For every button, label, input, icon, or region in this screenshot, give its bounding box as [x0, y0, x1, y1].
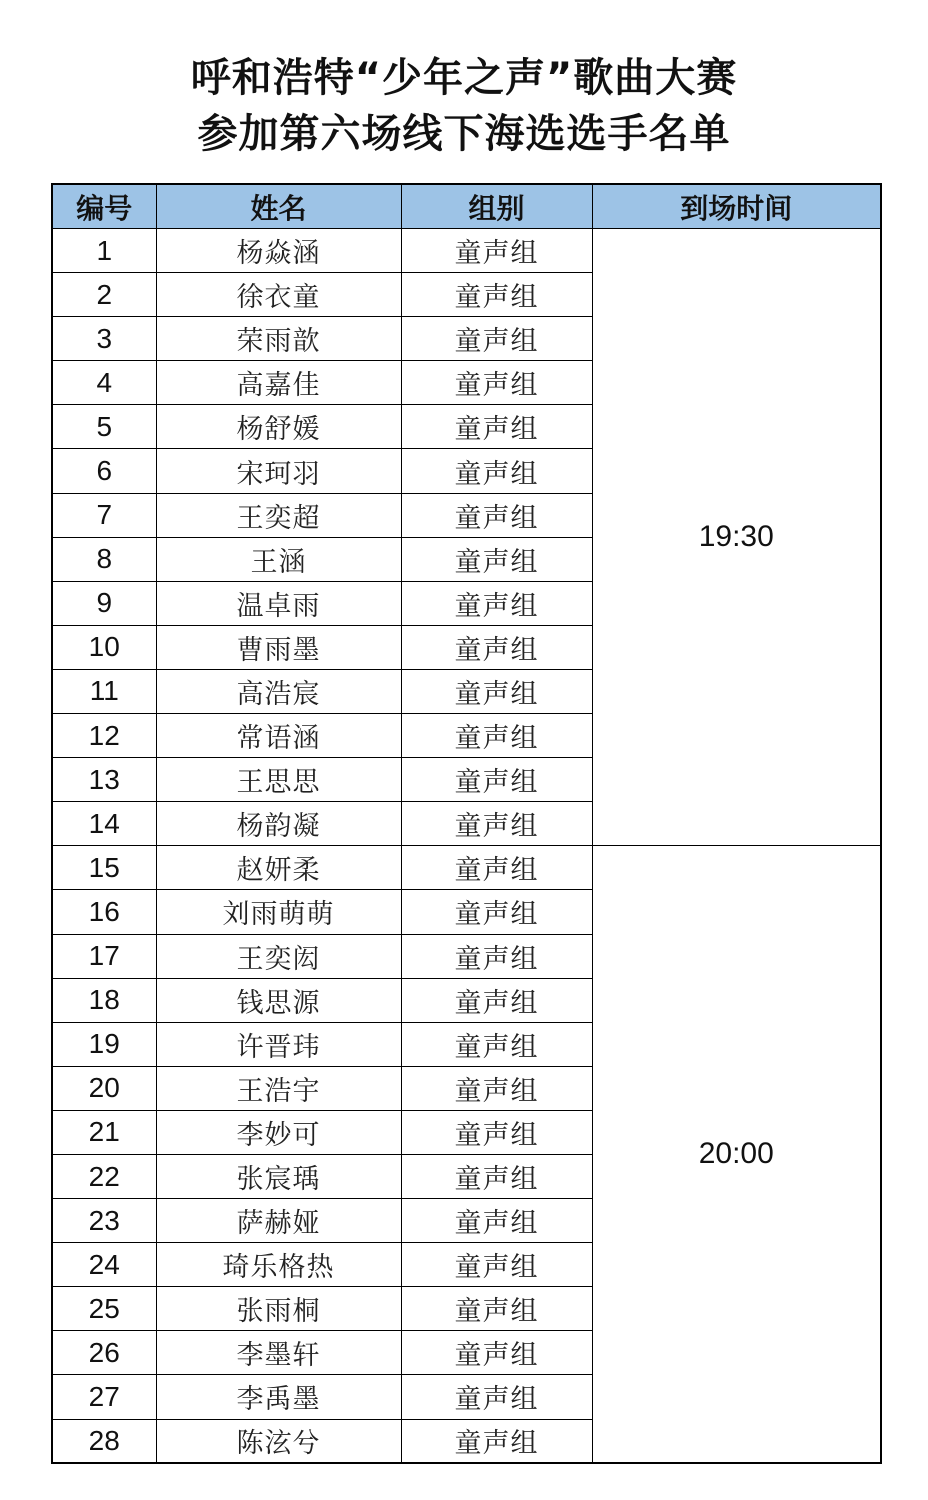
contestant-name: 杨韵凝	[156, 802, 401, 846]
contestant-group: 童声组	[401, 890, 592, 934]
contestant-number: 1	[52, 229, 156, 273]
contestant-number: 27	[52, 1375, 156, 1419]
contestant-group: 童声组	[401, 361, 592, 405]
contestant-name: 杨焱涵	[156, 229, 401, 273]
contestant-group: 童声组	[401, 1022, 592, 1066]
table-row	[52, 229, 881, 273]
contestant-group: 童声组	[401, 669, 592, 713]
contestant-name: 宋珂羽	[156, 449, 401, 493]
contestant-group: 童声组	[401, 625, 592, 669]
contestant-number: 22	[52, 1154, 156, 1198]
contestant-number: 10	[52, 625, 156, 669]
contestant-group: 童声组	[401, 449, 592, 493]
contestant-number: 15	[52, 846, 156, 890]
arrival-time-cell: 20:00	[592, 846, 881, 1463]
contestant-name: 王浩宇	[156, 1066, 401, 1110]
contestant-group: 童声组	[401, 1331, 592, 1375]
contestant-number: 13	[52, 758, 156, 802]
contestant-number: 21	[52, 1110, 156, 1154]
contestant-table	[51, 183, 882, 1464]
contestant-name: 常语涵	[156, 714, 401, 758]
header-arrival-time: 到场时间	[592, 184, 881, 229]
contestant-group: 童声组	[401, 846, 592, 890]
contestant-name: 荣雨歆	[156, 317, 401, 361]
contestant-number: 16	[52, 890, 156, 934]
contestant-number: 14	[52, 802, 156, 846]
contestant-group: 童声组	[401, 1110, 592, 1154]
contestant-number: 20	[52, 1066, 156, 1110]
title-line-1: 呼和浩特“少年之声”歌曲大赛	[190, 55, 738, 101]
contestant-group: 童声组	[401, 273, 592, 317]
table-body	[52, 229, 881, 1464]
contestant-number: 6	[52, 449, 156, 493]
contestant-name: 张宸瑀	[156, 1154, 401, 1198]
contestant-number: 28	[52, 1419, 156, 1463]
title-line-2: 参加第六场线下海选选手名单	[197, 111, 731, 157]
contestant-group: 童声组	[401, 758, 592, 802]
contestant-number: 12	[52, 714, 156, 758]
contestant-number: 26	[52, 1331, 156, 1375]
contestant-name: 李墨轩	[156, 1331, 401, 1375]
contestant-name: 李禹墨	[156, 1375, 401, 1419]
contestant-group: 童声组	[401, 1154, 592, 1198]
contestant-number: 25	[52, 1287, 156, 1331]
header-group: 组别	[401, 184, 592, 229]
contestant-group: 童声组	[401, 1287, 592, 1331]
contestant-number: 2	[52, 273, 156, 317]
contestant-group: 童声组	[401, 537, 592, 581]
contestant-name: 高浩宸	[156, 669, 401, 713]
contestant-name: 高嘉佳	[156, 361, 401, 405]
table-row	[52, 846, 881, 890]
contestant-number: 23	[52, 1199, 156, 1243]
contestant-group: 童声组	[401, 493, 592, 537]
contestant-group: 童声组	[401, 1199, 592, 1243]
contestant-group: 童声组	[401, 1066, 592, 1110]
page-title	[0, 50, 928, 162]
contestant-number: 3	[52, 317, 156, 361]
contestant-name: 徐衣童	[156, 273, 401, 317]
table-header-row	[52, 184, 881, 229]
contestant-group: 童声组	[401, 934, 592, 978]
header-number: 编号	[52, 184, 156, 229]
contestant-number: 9	[52, 581, 156, 625]
contestant-name: 刘雨萌萌	[156, 890, 401, 934]
contestant-number: 11	[52, 669, 156, 713]
contestant-name: 张雨桐	[156, 1287, 401, 1331]
contestant-name: 萨赫娅	[156, 1199, 401, 1243]
contestant-name: 陈泫兮	[156, 1419, 401, 1463]
contestant-number: 24	[52, 1243, 156, 1287]
contestant-name: 琦乐格热	[156, 1243, 401, 1287]
header-name: 姓名	[156, 184, 401, 229]
contestant-name: 赵妍柔	[156, 846, 401, 890]
contestant-number: 5	[52, 405, 156, 449]
contestant-group: 童声组	[401, 405, 592, 449]
contestant-number: 17	[52, 934, 156, 978]
contestant-group: 童声组	[401, 1419, 592, 1463]
contestant-name: 曹雨墨	[156, 625, 401, 669]
contestant-number: 4	[52, 361, 156, 405]
contestant-name: 钱思源	[156, 978, 401, 1022]
contestant-name: 王奕超	[156, 493, 401, 537]
contestant-name: 温卓雨	[156, 581, 401, 625]
contestant-group: 童声组	[401, 1375, 592, 1419]
arrival-time-cell: 19:30	[592, 229, 881, 846]
contestant-number: 18	[52, 978, 156, 1022]
contestant-group: 童声组	[401, 978, 592, 1022]
contestant-number: 19	[52, 1022, 156, 1066]
contestant-name: 杨舒媛	[156, 405, 401, 449]
contestant-number: 7	[52, 493, 156, 537]
contestant-group: 童声组	[401, 317, 592, 361]
contestant-group: 童声组	[401, 229, 592, 273]
contestant-name: 李妙可	[156, 1110, 401, 1154]
contestant-number: 8	[52, 537, 156, 581]
contestant-group: 童声组	[401, 581, 592, 625]
contestant-group: 童声组	[401, 1243, 592, 1287]
contestant-name: 王涵	[156, 537, 401, 581]
contestant-group: 童声组	[401, 714, 592, 758]
contestant-name: 许晋玮	[156, 1022, 401, 1066]
contestant-group: 童声组	[401, 802, 592, 846]
contestant-name: 王奕闳	[156, 934, 401, 978]
contestant-name: 王思思	[156, 758, 401, 802]
